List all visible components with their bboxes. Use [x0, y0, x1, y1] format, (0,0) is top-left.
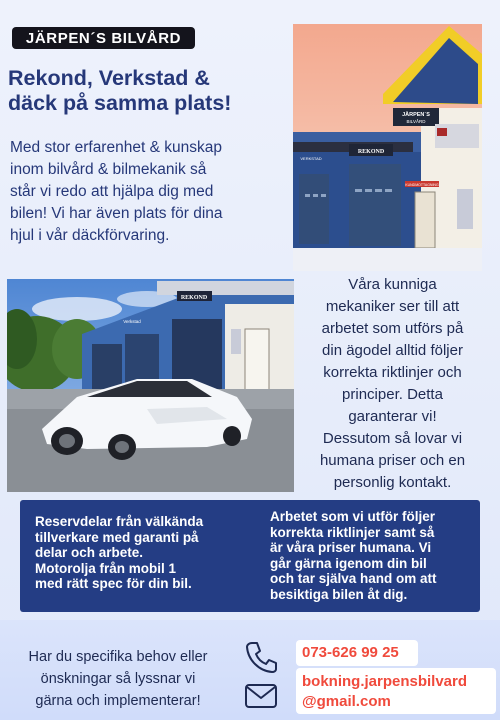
info-left-line: med rätt spec för din bil.: [35, 576, 192, 591]
headline-line: däck på samma plats!: [8, 91, 232, 115]
info-right-line: Arbetet som vi utför följer: [270, 509, 436, 524]
info-left-line: Reservdelar från välkända: [35, 514, 204, 529]
car-photo: [7, 279, 294, 492]
phone-number[interactable]: [296, 640, 418, 666]
intro-line: Med stor erfarenhet & kunskap: [10, 139, 222, 156]
quality-line: din ägodel alltid följer: [322, 342, 463, 359]
sign-kund-text: KUNDMOTTAGNING: [405, 183, 439, 187]
page-headline: [8, 66, 288, 116]
intro-line: står vi redo att hjälpa dig med: [10, 183, 214, 200]
building-photo: [293, 24, 482, 271]
sign-name-text: JÄRPEN´S: [402, 112, 430, 118]
quality-line: Våra kunniga: [348, 276, 437, 293]
info-right-text: [270, 509, 470, 602]
car-sign-rekond: REKOND: [180, 295, 208, 301]
car-sign-verkstad: Verkstad: [123, 319, 141, 324]
intro-line: inom bilvård & bilmekanik så: [10, 161, 207, 178]
intro-line: hjul i vår däckförvaring.: [10, 227, 170, 244]
info-left-line: tillverkare med garanti på: [35, 529, 199, 545]
email-line: @gmail.com: [302, 693, 391, 710]
quality-line: arbetet som utförs på: [321, 320, 464, 337]
info-box: [20, 500, 480, 612]
info-right-line: är våra priser humana. Vi: [270, 540, 432, 555]
phone-number-text: 073-626 99 25: [302, 644, 399, 661]
intro-text: [10, 137, 272, 247]
info-left-line: delar och arbete.: [35, 545, 144, 560]
sign-sub-text: BILVÅRD: [406, 119, 426, 124]
quality-line: mekaniker ser till att: [325, 298, 460, 315]
sign-verkstad-text: VERKSTAD: [300, 156, 322, 161]
closing-text: [0, 646, 236, 712]
quality-line: korrekta riktlinjer och: [323, 364, 462, 381]
intro-line: bilen! Vi har även plats för dina: [10, 205, 223, 222]
quality-line: garanterar vi!: [348, 408, 437, 425]
mail-icon: [244, 682, 278, 710]
brand-badge: [12, 27, 195, 49]
quality-line: personlig kontakt.: [333, 474, 452, 491]
headline-line: Rekond, Verkstad &: [8, 66, 210, 90]
email-line: bokning.jarpensbilvard: [302, 673, 468, 690]
info-left-line: Motorolja från mobil 1: [35, 560, 177, 576]
email-address[interactable]: [296, 668, 496, 714]
quality-line: principer. Detta: [342, 386, 443, 403]
quality-line: humana priser och en: [319, 452, 466, 469]
quality-text: [300, 274, 485, 494]
info-right-line: går gärna igenom din bil: [270, 555, 427, 571]
info-left-text: [35, 514, 235, 592]
phone-icon: [244, 640, 278, 674]
closing-line: önskningar så lyssnar vi: [40, 671, 196, 687]
info-right-line: besiktiga bilen åt dig.: [270, 586, 408, 602]
sign-rekond-text: REKOND: [357, 149, 385, 155]
brand-name: JÄRPEN´S BILVÅRD: [25, 29, 182, 47]
quality-line: Dessutom så lovar vi: [322, 430, 463, 447]
closing-line: gärna och implementerar!: [35, 693, 201, 709]
info-right-line: korrekta riktlinjer samt så: [270, 524, 435, 540]
closing-line: Har du specifika behov eller: [28, 649, 208, 665]
info-right-line: och tar själva hand om att: [270, 571, 437, 586]
